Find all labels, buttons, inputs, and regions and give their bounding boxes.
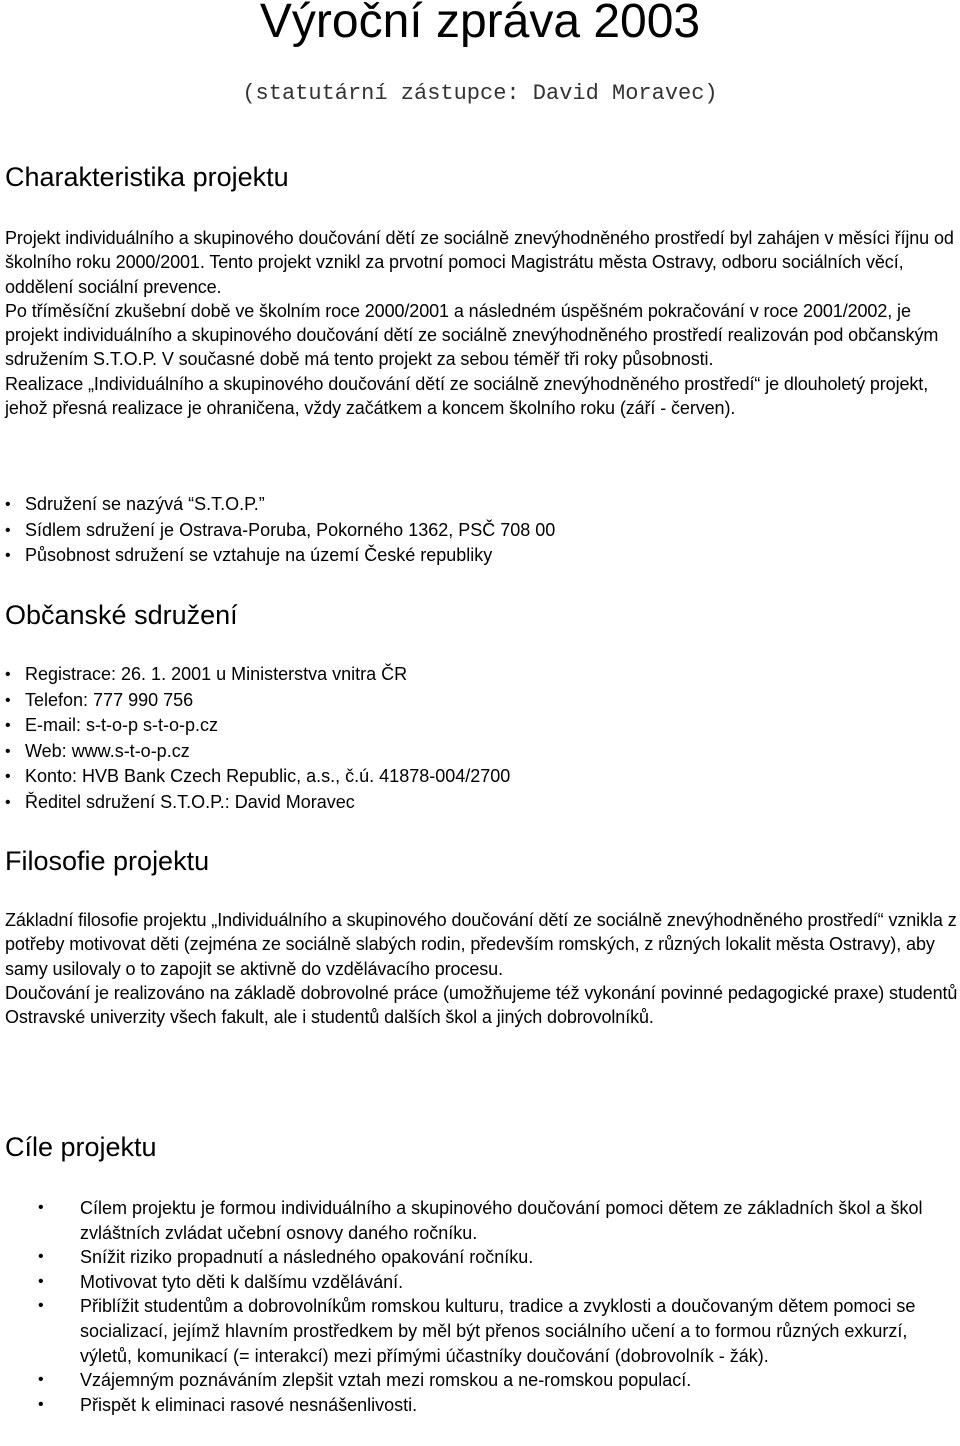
heading-obcanske-sdruzeni: Občanské sdružení [5,600,238,630]
bullet-icon: • [38,1371,44,1389]
bullet-icon: • [5,768,11,785]
charakteristika-text [5,226,958,420]
list-item: • Snížit riziko propadnutí a následného opakování ročníku. [0,1245,955,1270]
list-item: • Vzájemným poznáváním zlepšit vztah mezi romskou a ne-romskou populací. [0,1368,955,1393]
heading-filosofie: Filosofie projektu [5,846,210,876]
list-item: • Motivovat tyto děti k dalšímu vzdělávání. [0,1270,955,1295]
bullet-icon: • [5,691,11,709]
bullet-icon: • [5,717,11,734]
bullet-icon: • [38,1395,44,1413]
list-item: • Cílem projektu je formou individuálního a skupinového doučování pomoci dětem ze základních škol a škol zvláštních zvládat učební osnovy daného ročníku. [38,1198,923,1243]
paragraph: Doučování je realizováno na základě dobrovolné práce (umožňujeme též vykonání povinné pedagogické praxe) studentů Ostravské univerzity všech fakult, ale i studentů dalších škol a jiných dobrovolníků. [5,982,958,1028]
list-item: • Působnost sdružení se vztahuje na území České republiky [0,543,955,569]
paragraph: Projekt individuálního a skupinového doučování dětí ze sociálně znevýhodněného prostředí byl zahájen v měsíci říjnu od školního roku 2000/2001. Tento projekt vznikl za prvotní pomoci Magistrátu města Ostravy, odboru sociálních věcí, oddělení sociální prevence. [5,228,954,297]
heading-charakteristika: Charakteristika projektu [5,162,289,192]
list-item: • Sídlem sdružení je Ostrava-Poruba, Pokorného 1362, PSČ 708 00 [0,518,955,544]
document-title: Výroční zpráva 2003 [259,0,701,48]
bullet-icon: • [5,793,11,811]
bullet-icon: • [5,496,11,513]
list-item: • Telefon: 777 990 756 [0,688,955,714]
bullet-icon: • [38,1272,44,1290]
bullet-icon: • [38,1248,44,1266]
list-item: • Web: www.s-t-o-p.cz [0,739,955,765]
goals-list [0,1196,955,1417]
heading-cile: Cíle projektu [5,1132,157,1162]
list-item: • Přiblížit studentům a dobrovolníkům romskou kulturu, tradice a zvyklosti a doučovaným dětem pomoci se socializací, jejímž hlavním prostředkem by měl být přenos sociálního učení a to formou různých exkurzí, výletů, komunikací (= interakcí) mezi přímými účastníky doučování (dobrovolník - žák). [38,1296,916,1366]
list-item: • Registrace: 26. 1. 2001 u Ministerstva vnitra ČR [0,662,955,688]
list-item: • E-mail: s-t-o-p s-t-o-p.cz [0,713,955,739]
list-item: • Ředitel sdružení S.T.O.P.: David Moravec [0,790,955,816]
paragraph: Po tříměsíční zkušební době ve školním roce 2000/2001 a následném úspěšném pokračování v roce 2001/2002, je projekt individuálního a skupinového doučování dětí ze sociálně znevýhodněného prostředí realizován pod občanským sdružením S.T.O.P. V současné době má tento projekt za sebou téměř tři roky působnosti. [5,300,939,370]
bullet-icon: • [38,1297,44,1315]
document-subtitle: (statutární zástupce: David Moravec) [242,81,718,106]
bullet-icon: • [38,1199,44,1216]
list-item: • Sdružení se nazývá “S.T.O.P.” [0,492,955,518]
filosofie-text [5,908,958,1029]
paragraph: Realizace „Individuálního a skupinového doučování dětí ze sociálně znevýhodněného prostředí“ je dlouholetý projekt, jehož přesná realizace je ohraničena, vždy začátkem a koncem školního roku (září - červen). [5,373,929,419]
bullet-icon: • [5,666,11,683]
bullet-icon: • [5,547,11,564]
stop-facts-list [0,492,955,569]
list-item: • Přispět k eliminaci rasové nesnášenlivosti. [0,1393,955,1418]
paragraph: Základní filosofie projektu „Individuálního a skupinového doučování dětí ze sociálně znevýhodněného prostředí“ vznikla z potřeby motivovat děti (zejména ze sociálně slabých rodin, především romských, z různých lokalit města Ostravy), aby samy usilovaly o to zapojit se aktivně do vzdělávacího procesu. [5,910,957,979]
list-item: • Konto: HVB Bank Czech Republic, a.s., č.ú. 41878-004/2700 [0,764,955,790]
bullet-icon: • [5,742,11,760]
bullet-icon: • [5,521,11,539]
contact-list [0,662,955,815]
